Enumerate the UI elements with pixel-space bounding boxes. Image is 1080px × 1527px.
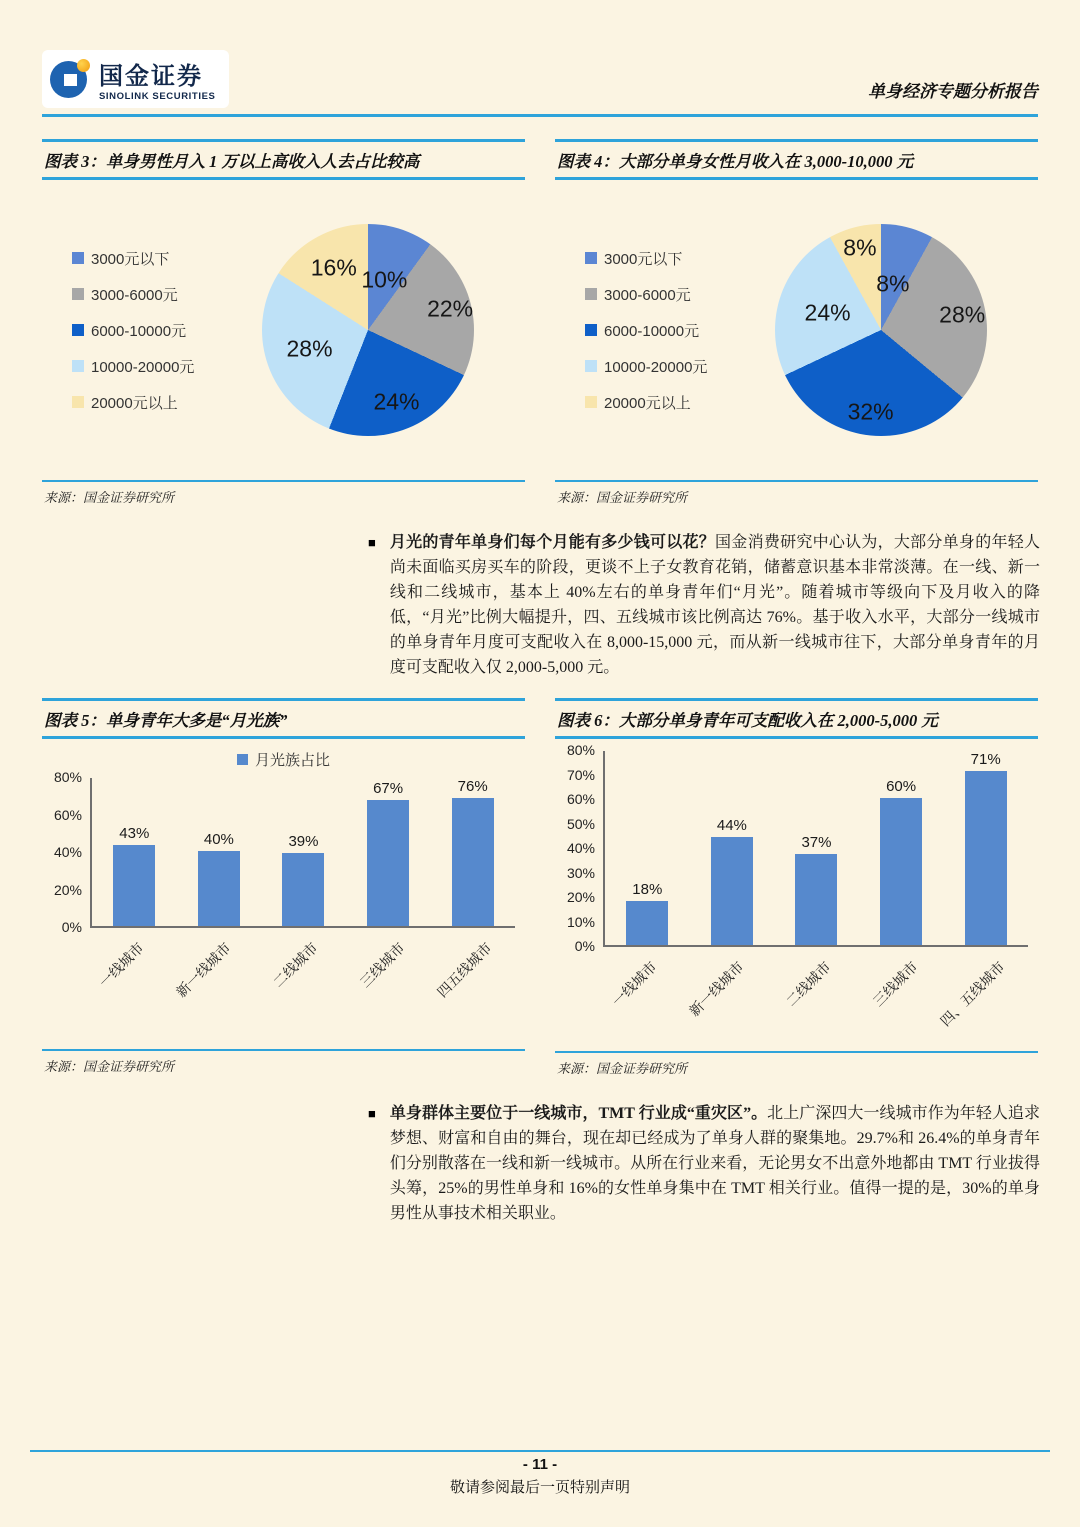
footer-disclaimer: 敬请参阅最后一页特别声明 [449, 1480, 630, 1496]
x-axis-label: 新一线城市 [685, 958, 747, 1020]
bar [880, 798, 922, 945]
y-axis-tick: 10% [566, 913, 595, 930]
figure-3-pie-chart [42, 180, 525, 480]
y-axis-tick: 40% [566, 840, 595, 856]
figure-3-source: 来源：国金证券研究所 [42, 480, 525, 506]
bar-group [452, 778, 494, 926]
legend-swatch [72, 324, 84, 336]
bar-group [965, 751, 1007, 945]
y-axis-tick: 80% [53, 769, 82, 785]
figure-5 [42, 698, 525, 1077]
figure-6-source: 来源：国金证券研究所 [555, 1051, 1038, 1077]
bar [367, 800, 409, 926]
bar-group [711, 751, 753, 945]
bar-group [880, 751, 922, 945]
header-rule [42, 114, 1038, 117]
pie-legend [585, 248, 757, 413]
bar-group [626, 751, 668, 945]
figure-row-pies [42, 139, 1038, 506]
figure-6-title: 图表 6：大部分单身青年可支配收入在 2,000-5,000 元 [555, 698, 1038, 739]
figure-4-source: 来源：国金证券研究所 [555, 480, 1038, 506]
figure-3-title: 图表 3：单身男性月入 1 万以上高收入人去占比较高 [42, 139, 525, 180]
legend-swatch [237, 754, 248, 765]
legend-item [72, 392, 244, 413]
paragraph-body: 国金消费研究中心认为，大部分单身的年轻人尚未面临买房买车的阶段，更谈不上子女教育花销，储蓄意识基本非常淡薄。在一线、新一线和二线城市，基本上 40%左右的单身青年们“月光”。随着城市等级向下及月收入的降低，“月光”比例大幅提升，四、五线城市该比例高达 76%。基于收入水平，大部分一线城市的单身青年月度可支配收入在 8,000-15,000 元，而从新一线城市往下，大部分单身青年的月度可支配收入仅 2,000-5,000 元。 [389, 534, 1040, 676]
bar-value-label: 43% [119, 825, 150, 843]
figure-6-bar-chart [555, 742, 1038, 1051]
paragraph-lead: 单身群体主要位于一线城市，TMT 行业成“重灾区”。 [389, 1105, 768, 1122]
x-axis-label: 二线城市 [782, 958, 834, 1010]
y-axis-tick: 0% [61, 919, 82, 935]
bar-value-label: 67% [373, 780, 404, 798]
paragraph-body: 北上广深四大一线城市作为年轻人追求梦想、财富和自由的舞台，现在却已经成为了单身人群的聚集地。29.7%和 26.4%的单身青年们分别散落在一线和新一线城市。从所在行业来看，无论男女不出意外地都由 TMT 行业拔得头筹，25%的男性单身和 16%的女性单身集中在 TMT 相关行业。值得一提的是，30%的单身男性从事技术相关职业。 [389, 1105, 1040, 1222]
bar [711, 837, 753, 945]
pie-slice-label: 22% [427, 295, 474, 322]
legend-swatch [72, 288, 84, 300]
bar-group [282, 778, 324, 926]
figure-6 [555, 698, 1038, 1077]
y-axis-tick: 60% [566, 791, 595, 807]
figure-4-pie-chart [555, 180, 1038, 480]
legend-item [585, 284, 757, 305]
y-axis-tick: 30% [566, 864, 595, 881]
legend-label: 20000元以上 [604, 394, 691, 412]
x-axis [555, 947, 1038, 1039]
figure-3 [42, 139, 525, 506]
y-axis-tick: 80% [566, 742, 595, 758]
x-axis-label: 四、五线城市 [936, 958, 1008, 1030]
figure-5-title: 图表 5：单身青年大多是“月光族” [42, 698, 525, 739]
plot-area [603, 751, 1028, 947]
legend-swatch [585, 288, 597, 300]
pie-slice-label: 28% [286, 335, 333, 362]
pie-slice-label: 24% [804, 299, 851, 326]
figure-5-source: 来源：国金证券研究所 [42, 1049, 525, 1075]
paragraph-lead: 月光的青年单身们每个月能有多少钱可以花？ [389, 534, 716, 551]
legend-item [72, 320, 244, 341]
page-header [42, 0, 1038, 108]
legend-swatch [72, 396, 84, 408]
x-axis-label: 三线城市 [869, 958, 921, 1010]
y-axis-tick: 50% [566, 815, 595, 832]
pie-slice-label: 8% [876, 270, 910, 297]
sinolink-logo [42, 50, 229, 108]
y-axis-tick: 20% [566, 889, 595, 905]
bullet-square-icon: ■ [368, 1106, 376, 1121]
legend-label: 3000-6000元 [91, 286, 178, 304]
y-axis-tick: 70% [566, 766, 595, 783]
figure-4-title: 图表 4：大部分单身女性月收入在 3,000-10,000 元 [555, 139, 1038, 180]
legend-item [585, 356, 757, 377]
report-series-title: 单身经济专题分析报告 [868, 82, 1038, 101]
x-axis-label: 四五线城市 [433, 939, 495, 1001]
legend-label: 6000-10000元 [604, 322, 700, 340]
legend-label: 6000-10000元 [91, 322, 187, 340]
bar-value-label: 39% [288, 832, 319, 850]
legend-label: 20000元以上 [91, 394, 178, 412]
legend-swatch [585, 324, 597, 336]
bar-group [367, 778, 409, 926]
legend-label: 3000-6000元 [604, 286, 691, 304]
x-axis-label: 一线城市 [95, 939, 147, 991]
bar-value-label: 60% [886, 778, 917, 795]
bar [795, 854, 837, 945]
legend-item [585, 392, 757, 413]
bar-value-label: 44% [716, 817, 747, 835]
figure-5-bar-chart [42, 749, 525, 1049]
page-footer [30, 1450, 1050, 1497]
bar-value-label: 71% [970, 751, 1001, 769]
bar-group [795, 751, 837, 945]
y-axis [555, 742, 603, 954]
y-axis-tick: 60% [53, 806, 82, 823]
y-axis-tick: 40% [53, 844, 82, 860]
y-axis-tick: 20% [53, 881, 82, 898]
bar-legend [42, 749, 525, 770]
bar-group [198, 778, 240, 926]
bar-group [113, 778, 155, 926]
y-axis [42, 769, 90, 935]
pie-slice-label: 10% [361, 266, 408, 293]
paragraph-city-distribution-text [390, 1101, 1040, 1226]
legend-swatch [72, 360, 84, 372]
legend-label: 10000-20000元 [91, 358, 195, 376]
paragraph-monthly-spend-text [390, 530, 1040, 680]
x-axis-label: 新一线城市 [172, 939, 234, 1001]
logo-chinese-name: 国金证券 [99, 63, 203, 90]
legend-label: 3000元以下 [91, 250, 170, 268]
x-axis-label: 一线城市 [608, 958, 660, 1010]
legend-item [72, 248, 244, 269]
bar [198, 851, 240, 926]
pie-slice-label: 32% [847, 398, 894, 425]
x-axis-label: 二线城市 [269, 939, 321, 991]
bar-value-label: 18% [632, 880, 663, 898]
paragraph-monthly-spend [368, 530, 1040, 680]
legend-swatch [585, 360, 597, 372]
bullet-square-icon: ■ [368, 535, 376, 550]
bar-value-label: 76% [457, 778, 488, 795]
legend-label: 10000-20000元 [604, 358, 708, 376]
legend-item [585, 248, 757, 269]
bar [282, 853, 324, 926]
bar [452, 798, 494, 926]
y-axis-tick: 0% [574, 938, 595, 954]
bar [626, 901, 668, 945]
bar-value-label: 37% [801, 834, 832, 852]
legend-swatch [585, 252, 597, 264]
legend-item [585, 320, 757, 341]
page-number: - 11 - [522, 1456, 558, 1473]
x-axis [42, 928, 525, 1020]
legend-item [72, 356, 244, 377]
x-axis-label: 三线城市 [356, 939, 408, 991]
figure-4 [555, 139, 1038, 506]
legend-label: 月光族占比 [254, 752, 330, 769]
legend-label: 3000元以下 [604, 250, 683, 268]
pie-slice-label: 28% [939, 301, 986, 327]
logo-english-name: SINOLINK SECURITIES [99, 91, 216, 102]
bar [113, 845, 155, 926]
footer-rule [30, 1450, 1050, 1452]
sinolink-logo-icon [50, 59, 90, 99]
bar-value-label: 40% [203, 831, 234, 848]
pie-legend [72, 248, 244, 413]
pie-slice-label: 8% [843, 234, 877, 261]
paragraph-city-distribution [368, 1101, 1040, 1226]
legend-swatch [72, 252, 84, 264]
legend-swatch [585, 396, 597, 408]
pie-slice-label: 24% [373, 388, 420, 415]
pie-slice-label: 16% [310, 254, 357, 281]
legend-item [72, 284, 244, 305]
plot-area [90, 778, 515, 928]
figure-row-bars [42, 698, 1038, 1077]
bar [965, 771, 1007, 945]
pie [262, 224, 474, 436]
